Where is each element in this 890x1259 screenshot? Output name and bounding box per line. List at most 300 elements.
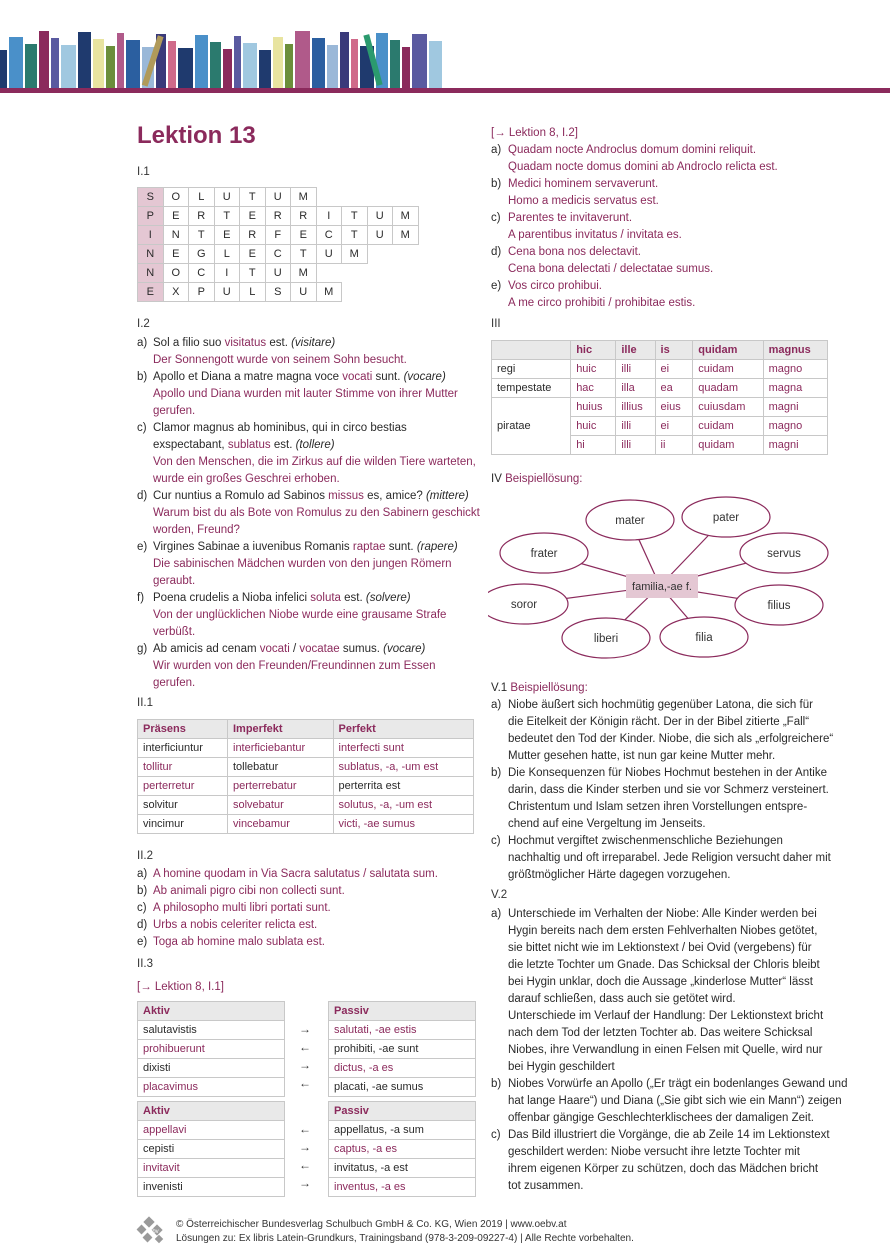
section-v1-example: Beispiellösung: — [510, 682, 588, 694]
sentence-part: raptae — [352, 541, 386, 553]
item-marker: b) — [137, 371, 148, 383]
table-cell: invitatus, -a est — [329, 1159, 476, 1178]
node-mater: mater — [615, 515, 645, 527]
table-cell: placati, -ae sumus — [329, 1078, 476, 1097]
passive-sentence: A parentibus invitatus / invitata es. — [508, 229, 682, 241]
sentence-part: missus — [328, 490, 364, 502]
paragraph-line: chend auf eine Vergeltung im Jenseits. — [508, 818, 706, 830]
grid-empty — [367, 264, 393, 283]
paragraph-line: Unterschiede im Verhalten der Niobe: Alle Kinder werden bei — [508, 908, 817, 920]
grid-row — [138, 188, 419, 207]
item-marker: b) — [137, 885, 148, 897]
latin-sentence — [153, 335, 335, 352]
book-spine — [234, 36, 241, 88]
table-row — [138, 739, 474, 758]
section-i2-label: I.2 — [137, 318, 150, 330]
table-cell: cuidam — [693, 417, 763, 436]
passive-table — [328, 1101, 476, 1197]
sentence-part: exspectabant, — [153, 439, 228, 451]
table-cell: interficiebantur — [228, 739, 334, 758]
table-cell: quidam — [693, 436, 763, 455]
table-cell: salutati, -ae estis — [329, 1021, 476, 1040]
active-table — [137, 1001, 285, 1097]
table-cell: illi — [616, 436, 655, 455]
sentence-part: vocati — [342, 371, 373, 383]
grid-cell: E — [240, 207, 266, 226]
tense-table — [137, 719, 474, 834]
table-cell: huius — [571, 398, 616, 417]
table-cell: illa — [616, 379, 655, 398]
grid-cell: M — [393, 207, 419, 226]
book-spine — [312, 38, 325, 88]
item-marker: f) — [137, 592, 145, 604]
table-row — [138, 1059, 285, 1078]
table-cell: interfecti sunt — [333, 739, 473, 758]
sentence-part: (solvere) — [365, 592, 411, 604]
book-spine — [168, 41, 176, 88]
sentence-part: (visitare) — [291, 337, 336, 349]
paragraph-line: bei Hygin unklar, doch die Aussage „kinderlose Mutter“ lässt — [508, 976, 813, 988]
table-row — [329, 1159, 476, 1178]
column-header: Perfekt — [333, 720, 473, 739]
table-cell: tollitur — [138, 758, 228, 777]
grid-empty — [393, 245, 419, 264]
table-cell: cepisti — [138, 1140, 285, 1159]
grid-cell: P — [138, 207, 164, 226]
table-cell: magno — [763, 360, 827, 379]
table-row — [492, 398, 828, 417]
book-spine — [78, 32, 91, 88]
family-diagram — [488, 490, 833, 670]
column-header: hic — [571, 341, 616, 360]
passive-sentence: Quadam nocte domus domini ab Androclo relicta est. — [508, 161, 778, 173]
section-ii1-label: II.1 — [137, 697, 153, 709]
book-spine — [273, 37, 283, 88]
table-cell: perterrita est — [333, 777, 473, 796]
book-spine — [259, 50, 271, 88]
item-marker: c) — [137, 422, 147, 434]
table-cell: prohibuerunt — [138, 1040, 285, 1059]
table-cell: illi — [616, 360, 655, 379]
sentence-part: (mittere) — [425, 490, 469, 502]
table-cell: illi — [616, 417, 655, 436]
item-marker: e) — [491, 280, 502, 292]
grid-cell: T — [240, 264, 266, 283]
paragraph-line: bei Hygin geschildert — [508, 1061, 615, 1073]
paragraph-line: Hygin bereits nach dem ersten Fehlverhalten Niobes getötet, — [508, 925, 818, 937]
node-soror: soror — [510, 599, 538, 611]
active-sentence: Quadam nocte Androclus domum domini reliquit. — [508, 144, 757, 156]
table-cell: illius — [616, 398, 655, 417]
direction-arrow: → — [299, 1176, 311, 1190]
sentence-part: sunt. — [372, 371, 404, 383]
grid-cell: S — [138, 188, 164, 207]
sentence-part: Cur nuntius a Romulo ad Sabinos — [153, 490, 329, 502]
grid-cell: E — [240, 245, 266, 264]
sentence-part: sunt. — [385, 541, 417, 553]
table-cell: ei — [655, 360, 693, 379]
grid-cell: R — [240, 226, 266, 245]
paragraph-line: nach dem Tod der letzten Tochter ab. Das weitere Schicksal — [508, 1027, 813, 1039]
paragraph-line: tot zusammen. — [508, 1180, 584, 1192]
pronoun-table — [491, 340, 828, 455]
book-spine — [412, 34, 427, 88]
book-spine — [195, 35, 208, 88]
grid-cell: U — [265, 264, 291, 283]
sentence-part: est. — [340, 592, 366, 604]
grid-row — [138, 283, 419, 302]
table-cell: appellavi — [138, 1121, 285, 1140]
grid-cell: T — [214, 207, 240, 226]
grid-cell: E — [138, 283, 164, 302]
item-marker: b) — [491, 178, 502, 190]
sentence-part: visitatus — [224, 337, 267, 349]
table-cell: eius — [655, 398, 693, 417]
book-spine — [93, 39, 104, 88]
grid-cell: N — [138, 264, 164, 283]
grid-cell: N — [163, 226, 189, 245]
book-spine — [25, 44, 37, 88]
direction-arrow: ← — [299, 1076, 311, 1090]
book-spine — [390, 40, 400, 88]
table-cell: sublatus, -a, -um est — [333, 758, 473, 777]
translation-line: Der Sonnengott wurde von seinem Sohn besucht. — [153, 354, 407, 366]
section-ii3-label: II.3 — [137, 958, 153, 970]
book-spine — [126, 40, 140, 88]
column-header: Imperfekt — [228, 720, 334, 739]
direction-arrow: → — [299, 1058, 311, 1072]
node-filius: filius — [767, 600, 791, 612]
table-cell: magna — [763, 379, 827, 398]
translation-line: gerufen. — [153, 405, 196, 417]
book-spine — [243, 43, 257, 88]
item-marker: d) — [137, 490, 148, 502]
sentence-part: es, amice? — [363, 490, 426, 502]
table-cell: ii — [655, 436, 693, 455]
table-row — [329, 1078, 476, 1097]
grid-cell: M — [316, 283, 342, 302]
grid-cell: U — [367, 226, 393, 245]
translation-line: Warum bist du als Bote von Romulus zu den Sabinern geschickt — [153, 507, 480, 519]
paragraph-line: Die Konsequenzen für Niobes Hochmut bestehen in der Antike — [508, 767, 828, 779]
sentence-part: sumus. — [339, 643, 384, 655]
grid-cell: S — [265, 283, 291, 302]
grid-cell: I — [214, 264, 240, 283]
paragraph-line: ihrem eigenen Körper zu schützen, doch das Mädchen bricht — [508, 1163, 819, 1175]
grid-cell: T — [189, 226, 215, 245]
item-marker: d) — [491, 246, 502, 258]
active-sentence: Cena bona nos delectavit. — [508, 246, 641, 258]
grid-empty — [367, 245, 393, 264]
table-cell: perterretur — [138, 777, 228, 796]
paragraph-line: offenbar gängige Geschlechterklischees der damaligen Zeit. — [508, 1112, 814, 1124]
table-cell: perterrebatur — [228, 777, 334, 796]
sentence-part: est. — [266, 337, 292, 349]
footer-isbn: Lösungen zu: Ex libris Latein-Grundkurs, Trainingsband (978-3-209-09227-4) | Alle Rechte vorbehalten. — [176, 1233, 634, 1244]
grid-cell: M — [291, 264, 317, 283]
paragraph-line: sie bittet nicht wie im Lektionstext / bei Ovid (vergebens) für — [508, 942, 812, 954]
grid-cell: G — [189, 245, 215, 264]
paragraph-line: Niobes, ihre Verwandlung in einen Felsen mit Quelle, wird nur — [508, 1044, 823, 1056]
direction-arrow: ← — [299, 1040, 311, 1054]
node-pater: pater — [712, 512, 740, 524]
active-sentence: Parentes te invitaverunt. — [508, 212, 633, 224]
direction-arrow: → — [299, 1140, 311, 1154]
sentence-part: (vocare) — [403, 371, 446, 383]
section-v1-heading — [491, 680, 588, 697]
table-cell: placavimus — [138, 1078, 285, 1097]
table-cell: prohibiti, -ae sunt — [329, 1040, 476, 1059]
passive-sentence: Cena bona delectati / delectatae sumus. — [508, 263, 714, 275]
table-header — [329, 1102, 476, 1121]
table-row — [492, 360, 828, 379]
table-cell: inventus, -a es — [329, 1178, 476, 1197]
grid-cell: P — [189, 283, 215, 302]
book-spine — [429, 41, 442, 88]
grid-row — [138, 226, 419, 245]
table-row — [138, 1078, 285, 1097]
paragraph-line: geschildert werden: Niobe versucht ihre letzte Tochter mit — [508, 1146, 800, 1158]
section-iv-example: Beispiellösung: — [505, 473, 583, 485]
grid-empty — [342, 283, 368, 302]
translation-line: worden, Freund? — [153, 524, 240, 536]
column-header: is — [655, 341, 693, 360]
table-cell: captus, -a es — [329, 1140, 476, 1159]
table-cell: invenisti — [138, 1178, 285, 1197]
sentence-part: sublatus — [227, 439, 271, 451]
column-header — [492, 341, 571, 360]
translation-line: Von der unglücklichen Niobe wurde eine grausame Strafe — [153, 609, 447, 621]
table-cell: interficiuntur — [138, 739, 228, 758]
node-liberi: liberi — [593, 633, 619, 645]
grid-cell: I — [316, 207, 342, 226]
table-cell: appellatus, -a sum — [329, 1121, 476, 1140]
table-row — [329, 1059, 476, 1078]
paragraph-line: Unterschiede im Verlauf der Handlung: Der Lektionstext bricht — [508, 1010, 824, 1022]
grid-empty — [316, 264, 342, 283]
table-cell: invitavit — [138, 1159, 285, 1178]
grid-empty — [393, 283, 419, 302]
table-cell: cuidam — [693, 360, 763, 379]
item-marker: e) — [137, 541, 148, 553]
table-cell: vincebamur — [228, 815, 334, 834]
grid-cell: X — [163, 283, 189, 302]
table-cell: victi, -ae sumus — [333, 815, 473, 834]
book-spine — [51, 38, 59, 88]
paragraph-line: darin, dass die Kinder sterben und sie vor Schmerz versteinert. — [508, 784, 829, 796]
translation-line: geraubt. — [153, 575, 196, 587]
grid-cell: O — [163, 188, 189, 207]
book-spine — [61, 45, 76, 88]
grid-cell: R — [291, 207, 317, 226]
latin-sentence: A philosopho multi libri portati sunt. — [153, 902, 331, 914]
grid-cell: M — [342, 245, 368, 264]
direction-arrow: → — [299, 1022, 311, 1036]
table-row — [329, 1040, 476, 1059]
column-header: magnus — [763, 341, 827, 360]
passive-sentence: A me circo prohibiti / prohibitae estis. — [508, 297, 696, 309]
shelf-line — [0, 88, 890, 93]
table-cell: solutus, -a, -um est — [333, 796, 473, 815]
grid-row — [138, 245, 419, 264]
grid-cell: M — [291, 188, 317, 207]
table-row — [138, 1021, 285, 1040]
table-row — [138, 815, 474, 834]
book-spine — [9, 37, 23, 88]
grid-cell: E — [163, 245, 189, 264]
sentence-part: Virgines Sabinae a iuvenibus Romanis — [153, 541, 353, 553]
passive-sentence: Homo a medicis servatus est. — [508, 195, 659, 207]
paragraph-line: die letzte Tochter um Gnade. Das Schicksal der Chloris bleibt — [508, 959, 820, 971]
grid-cell: T — [342, 207, 368, 226]
table-row — [138, 1121, 285, 1140]
grid-cell: T — [240, 188, 266, 207]
latin-sentence: Urbs a nobis celeriter relicta est. — [153, 919, 318, 931]
book-spine — [0, 50, 7, 88]
reference-lektion-8-i1: [→ Lektion 8, I.1] — [137, 981, 224, 993]
grid-cell: R — [189, 207, 215, 226]
item-marker: a) — [137, 868, 148, 880]
grid-cell: I — [138, 226, 164, 245]
paragraph-line: Hochmut vergiftet zwischenmenschliche Beziehungen — [508, 835, 783, 847]
paragraph-line: bedeutet den Tod der Kinder. Niobe, die sich als „erfolgreichere“ — [508, 733, 834, 745]
item-marker: a) — [491, 144, 502, 156]
table-cell: vincimur — [138, 815, 228, 834]
translation-line: Die sabinischen Mädchen wurden von den jungen Römern — [153, 558, 452, 570]
table-cell: solvitur — [138, 796, 228, 815]
grid-cell: C — [316, 226, 342, 245]
table-header — [138, 1102, 285, 1121]
paragraph-line: Das Bild illustriert die Vorgänge, die ab Zeile 14 im Lektionstext — [508, 1129, 830, 1141]
grid-cell: T — [342, 226, 368, 245]
logo-text: öbv — [149, 1229, 159, 1235]
book-spine — [39, 31, 49, 88]
paragraph-line: nachhaltig und oft irreparabel. Jede Religion versucht daher mit — [508, 852, 831, 864]
active-table — [137, 1101, 285, 1197]
sentence-part: Apollo et Diana a matre magna voce — [153, 371, 343, 383]
grid-cell: L — [189, 188, 215, 207]
book-spine — [340, 32, 349, 88]
table-cell: magno — [763, 417, 827, 436]
paragraph-line: Christentum und Islam setzen ihren Vorstellungen entspre- — [508, 801, 808, 813]
section-v1-label: V.1 — [491, 682, 508, 694]
passive-table — [328, 1001, 476, 1097]
item-marker: e) — [137, 936, 148, 948]
grid-cell: C — [265, 245, 291, 264]
table-header — [138, 720, 474, 739]
table-row — [138, 1178, 285, 1197]
grid-cell: F — [265, 226, 291, 245]
translation-line: Von den Menschen, die im Zirkus auf die wilden Tiere warteten, — [153, 456, 476, 468]
row-label: piratae — [492, 398, 571, 455]
table-row — [329, 1021, 476, 1040]
oebv-logo-icon — [136, 1216, 166, 1246]
latin-sentence: Ab animali pigro cibi non collecti sunt. — [153, 885, 345, 897]
grid-empty — [367, 283, 393, 302]
sentence-part: (vocare) — [383, 643, 426, 655]
active-sentence: Vos circo prohibui. — [508, 280, 602, 292]
reference-lektion-8-i2: [→ Lektion 8, I.2] — [491, 127, 578, 139]
bookshelf-header — [0, 0, 890, 96]
section-v2-label: V.2 — [491, 889, 508, 901]
translation-line: Wir wurden von den Freunden/Freundinnen zum Essen — [153, 660, 436, 672]
paragraph-line: Niobe äußert sich hochmütig gegenüber Latona, die sich für — [508, 699, 813, 711]
word-grid — [137, 187, 419, 302]
item-marker: b) — [491, 767, 502, 779]
book-spine — [117, 33, 124, 88]
item-marker: a) — [137, 337, 148, 349]
sentence-part: Clamor magnus ab hominibus, qui in circo bestias — [153, 422, 407, 434]
section-i1-label: I.1 — [137, 166, 150, 178]
row-label: regi — [492, 360, 571, 379]
latin-sentence — [153, 539, 458, 556]
grid-cell: E — [291, 226, 317, 245]
latin-sentence — [153, 420, 407, 437]
latin-sentence — [153, 437, 335, 454]
item-marker: c) — [137, 902, 147, 914]
table-cell: magni — [763, 398, 827, 417]
column-header: ille — [616, 341, 655, 360]
sentence-part: (tollere) — [295, 439, 335, 451]
grid-empty — [316, 188, 342, 207]
center-label: familia,-ae f. — [632, 581, 692, 593]
grid-cell: U — [265, 188, 291, 207]
paragraph-line: hat lange Haare“) und Diana („Sie gibt sich wie ein Mann“) zeigen — [508, 1095, 842, 1107]
footer-copyright: © Österreichischer Bundesverlag Schulbuch GmbH & Co. KG, Wien 2019 | www.oebv.at — [176, 1219, 567, 1230]
item-marker: g) — [137, 643, 148, 655]
paragraph-line: darauf schließen, dass auch sie getötet wird. — [508, 993, 736, 1005]
table-row — [138, 758, 474, 777]
grid-cell: L — [240, 283, 266, 302]
grid-cell: U — [316, 245, 342, 264]
column-header: quidam — [693, 341, 763, 360]
table-row — [138, 796, 474, 815]
latin-sentence: Toga ab homine malo sublata est. — [153, 936, 325, 948]
sentence-part: (rapere) — [416, 541, 458, 553]
table-row — [138, 777, 474, 796]
grid-empty — [393, 188, 419, 207]
active-sentence: Medici hominem servaverunt. — [508, 178, 659, 190]
translation-line: wurde ein großes Geschrei erhoben. — [153, 473, 340, 485]
book-spine — [295, 31, 310, 88]
grid-cell: E — [214, 226, 240, 245]
passiv-header: Passiv — [329, 1002, 476, 1021]
grid-cell: M — [393, 226, 419, 245]
table-cell: salutavistis — [138, 1021, 285, 1040]
table-cell: dictus, -a es — [329, 1059, 476, 1078]
table-row — [329, 1178, 476, 1197]
paragraph-line: die Eitelkeit der Königin rächt. Der in der Bibel zitierte „Fall“ — [508, 716, 810, 728]
translation-line: verbüßt. — [153, 626, 196, 638]
grid-cell: U — [214, 188, 240, 207]
table-header — [329, 1002, 476, 1021]
aktiv-header: Aktiv — [138, 1102, 285, 1121]
grid-row — [138, 207, 419, 226]
column-header: Präsens — [138, 720, 228, 739]
section-iv-label: IV — [491, 473, 502, 485]
table-cell: tollebatur — [228, 758, 334, 777]
table-row — [492, 379, 828, 398]
aktiv-header: Aktiv — [138, 1002, 285, 1021]
book-spine — [402, 47, 410, 88]
grid-cell: O — [163, 264, 189, 283]
grid-cell: U — [214, 283, 240, 302]
node-servus: servus — [767, 548, 801, 560]
direction-arrow: ← — [299, 1122, 311, 1136]
table-row — [138, 1140, 285, 1159]
sentence-part: Poena crudelis a Nioba infelici — [153, 592, 311, 604]
sentence-part: Ab amicis ad cenam — [153, 643, 260, 655]
